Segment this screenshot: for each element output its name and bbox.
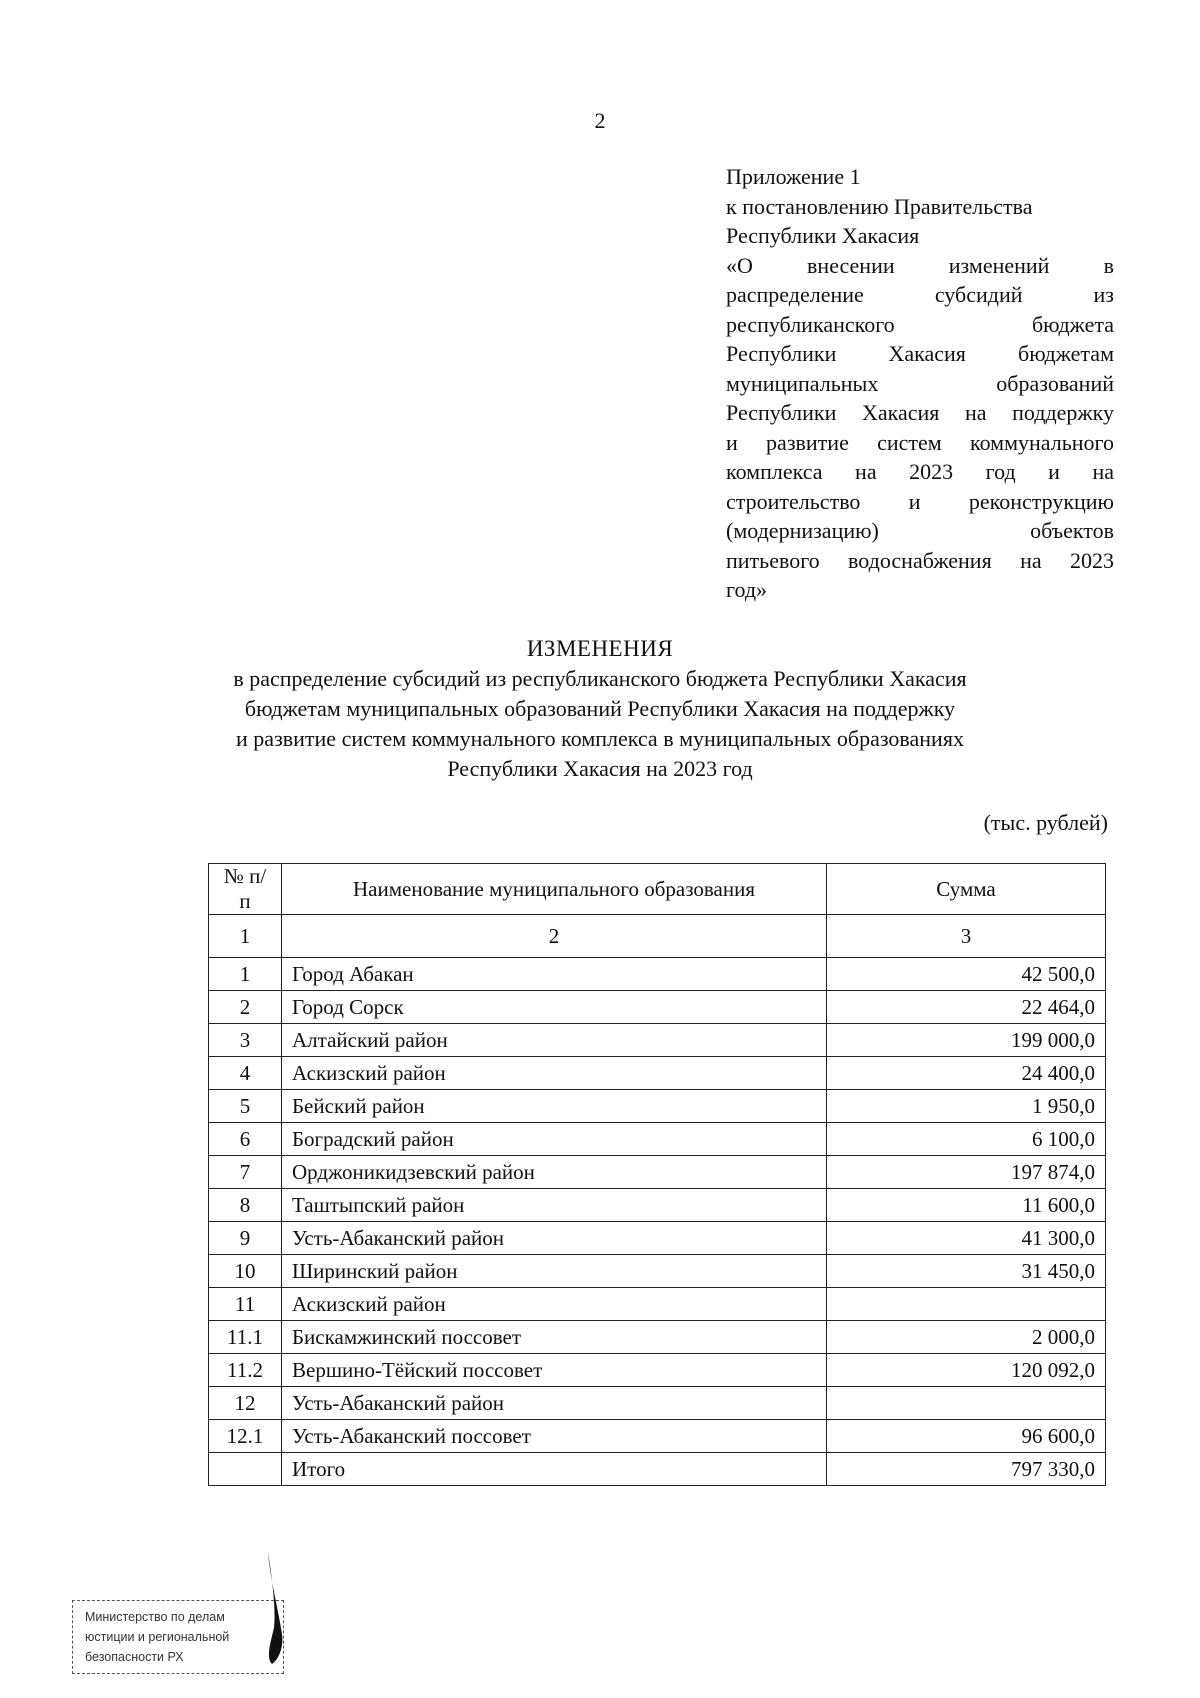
row-sum: 41 300,0 bbox=[827, 1222, 1106, 1255]
row-sum: 24 400,0 bbox=[827, 1057, 1106, 1090]
row-name: Усть-Абаканский поссовет bbox=[282, 1420, 827, 1453]
row-name: Город Абакан bbox=[282, 958, 827, 991]
row-number: 12 bbox=[209, 1387, 282, 1420]
header-number: № п/п bbox=[209, 864, 282, 915]
appendix-line: Приложение 1 bbox=[726, 164, 861, 189]
subsidy-table bbox=[208, 863, 1106, 1486]
table-row bbox=[209, 1024, 1106, 1057]
table-row bbox=[209, 1057, 1106, 1090]
table-row bbox=[209, 1420, 1106, 1453]
row-sum: 797 330,0 bbox=[827, 1453, 1106, 1486]
row-number: 8 bbox=[209, 1189, 282, 1222]
row-sum: 2 000,0 bbox=[827, 1321, 1106, 1354]
row-number: 9 bbox=[209, 1222, 282, 1255]
table-row bbox=[209, 1387, 1106, 1420]
units-label: (тыс. рублей) bbox=[983, 810, 1108, 835]
table-row bbox=[209, 1156, 1106, 1189]
row-name: Город Сорск bbox=[282, 991, 827, 1024]
appendix-line: республиканского бюджета bbox=[726, 311, 1114, 337]
row-number: 11.2 bbox=[209, 1354, 282, 1387]
appendix-line: Республики Хакасия bbox=[726, 223, 920, 248]
row-sum bbox=[827, 1387, 1106, 1420]
stamp-line: юстиции и региональной bbox=[85, 1630, 230, 1644]
heading-line: Республики Хакасия на 2023 год bbox=[447, 756, 753, 781]
heading-line: и развитие систем коммунального комплекса в муниципальных образованиях bbox=[236, 726, 964, 751]
row-sum: 42 500,0 bbox=[827, 958, 1106, 991]
table-row bbox=[209, 1255, 1106, 1288]
appendix-line: (модернизацию) объектов bbox=[726, 518, 1114, 543]
table-row bbox=[209, 991, 1106, 1024]
row-number: 11.1 bbox=[209, 1321, 282, 1354]
table-body bbox=[209, 958, 1106, 1486]
row-number: 1 bbox=[209, 958, 282, 991]
row-sum: 197 874,0 bbox=[827, 1156, 1106, 1189]
column-numbers-row bbox=[209, 915, 1106, 958]
row-name: Усть-Абаканский район bbox=[282, 1222, 827, 1255]
appendix-block bbox=[726, 162, 1114, 605]
table-row bbox=[209, 1354, 1106, 1387]
row-sum: 22 464,0 bbox=[827, 991, 1106, 1024]
appendix-line: Республики Хакасия на поддержку bbox=[726, 400, 1114, 425]
table-row bbox=[209, 958, 1106, 991]
appendix-line: распределение субсидий из bbox=[726, 282, 1114, 307]
row-number: 10 bbox=[209, 1255, 282, 1288]
table-row bbox=[209, 1090, 1106, 1123]
heading-line: бюджетам муниципальных образований Республики Хакасия на поддержку bbox=[244, 696, 956, 721]
row-name: Таштыпский район bbox=[282, 1189, 827, 1222]
appendix-line: к постановлению Правительства bbox=[726, 193, 1033, 219]
row-sum: 31 450,0 bbox=[827, 1255, 1106, 1288]
document-heading bbox=[0, 634, 1200, 784]
row-name: Аскизский район bbox=[282, 1288, 827, 1321]
table-row bbox=[209, 1222, 1106, 1255]
row-name: Итого bbox=[282, 1453, 827, 1486]
row-name: Ширинский район bbox=[282, 1255, 827, 1288]
appendix-line: год» bbox=[726, 577, 768, 602]
heading-line: в распределение субсидий из республиканского бюджета Республики Хакасия bbox=[233, 666, 967, 691]
stamp-line: Министерство по делам bbox=[85, 1610, 225, 1624]
row-name: Вершино-Тёйский поссовет bbox=[282, 1354, 827, 1387]
row-number: 5 bbox=[209, 1090, 282, 1123]
row-name: Бискамжинский поссовет bbox=[282, 1321, 827, 1354]
appendix-line: комплекса на 2023 год и на bbox=[726, 459, 1114, 484]
row-number bbox=[209, 1453, 282, 1486]
row-sum bbox=[827, 1288, 1106, 1321]
header-sum: Сумма bbox=[827, 864, 1106, 915]
row-name: Усть-Абаканский район bbox=[282, 1387, 827, 1420]
row-name: Алтайский район bbox=[282, 1024, 827, 1057]
table-row bbox=[209, 1288, 1106, 1321]
row-sum: 6 100,0 bbox=[827, 1123, 1106, 1156]
document-title: ИЗМЕНЕНИЯ bbox=[526, 636, 674, 661]
row-sum: 1 950,0 bbox=[827, 1090, 1106, 1123]
appendix-line: Республики Хакасия бюджетам bbox=[726, 341, 1114, 366]
appendix-line: муниципальных образований bbox=[726, 370, 1114, 396]
row-name: Орджоникидзевский район bbox=[282, 1156, 827, 1189]
column-number: 1 bbox=[209, 915, 282, 958]
table-row bbox=[209, 1189, 1106, 1222]
header-name: Наименование муниципального образования bbox=[282, 864, 827, 915]
table-row bbox=[209, 1123, 1106, 1156]
row-sum: 199 000,0 bbox=[827, 1024, 1106, 1057]
row-number: 4 bbox=[209, 1057, 282, 1090]
table-header-row bbox=[209, 864, 1106, 915]
page-number: 2 bbox=[594, 108, 606, 133]
table-row bbox=[209, 1321, 1106, 1354]
row-name: Аскизский район bbox=[282, 1057, 827, 1090]
row-number: 3 bbox=[209, 1024, 282, 1057]
row-number: 7 bbox=[209, 1156, 282, 1189]
row-number: 11 bbox=[209, 1288, 282, 1321]
row-sum: 96 600,0 bbox=[827, 1420, 1106, 1453]
row-name: Боградский район bbox=[282, 1123, 827, 1156]
column-number: 2 bbox=[282, 915, 827, 958]
row-number: 12.1 bbox=[209, 1420, 282, 1453]
column-number: 3 bbox=[827, 915, 1106, 958]
appendix-line: питьевого водоснабжения на 2023 bbox=[726, 547, 1114, 573]
row-sum: 11 600,0 bbox=[827, 1189, 1106, 1222]
stamp-line: безопасности РХ bbox=[85, 1650, 184, 1664]
table-row bbox=[209, 1453, 1106, 1486]
appendix-line: строительство и реконструкцию bbox=[726, 488, 1114, 514]
appendix-line: и развитие систем коммунального bbox=[726, 429, 1114, 455]
row-number: 2 bbox=[209, 991, 282, 1024]
row-sum: 120 092,0 bbox=[827, 1354, 1106, 1387]
row-number: 6 bbox=[209, 1123, 282, 1156]
signature-mark bbox=[248, 1548, 296, 1668]
row-name: Бейский район bbox=[282, 1090, 827, 1123]
appendix-line: «О внесении изменений в bbox=[726, 252, 1114, 278]
